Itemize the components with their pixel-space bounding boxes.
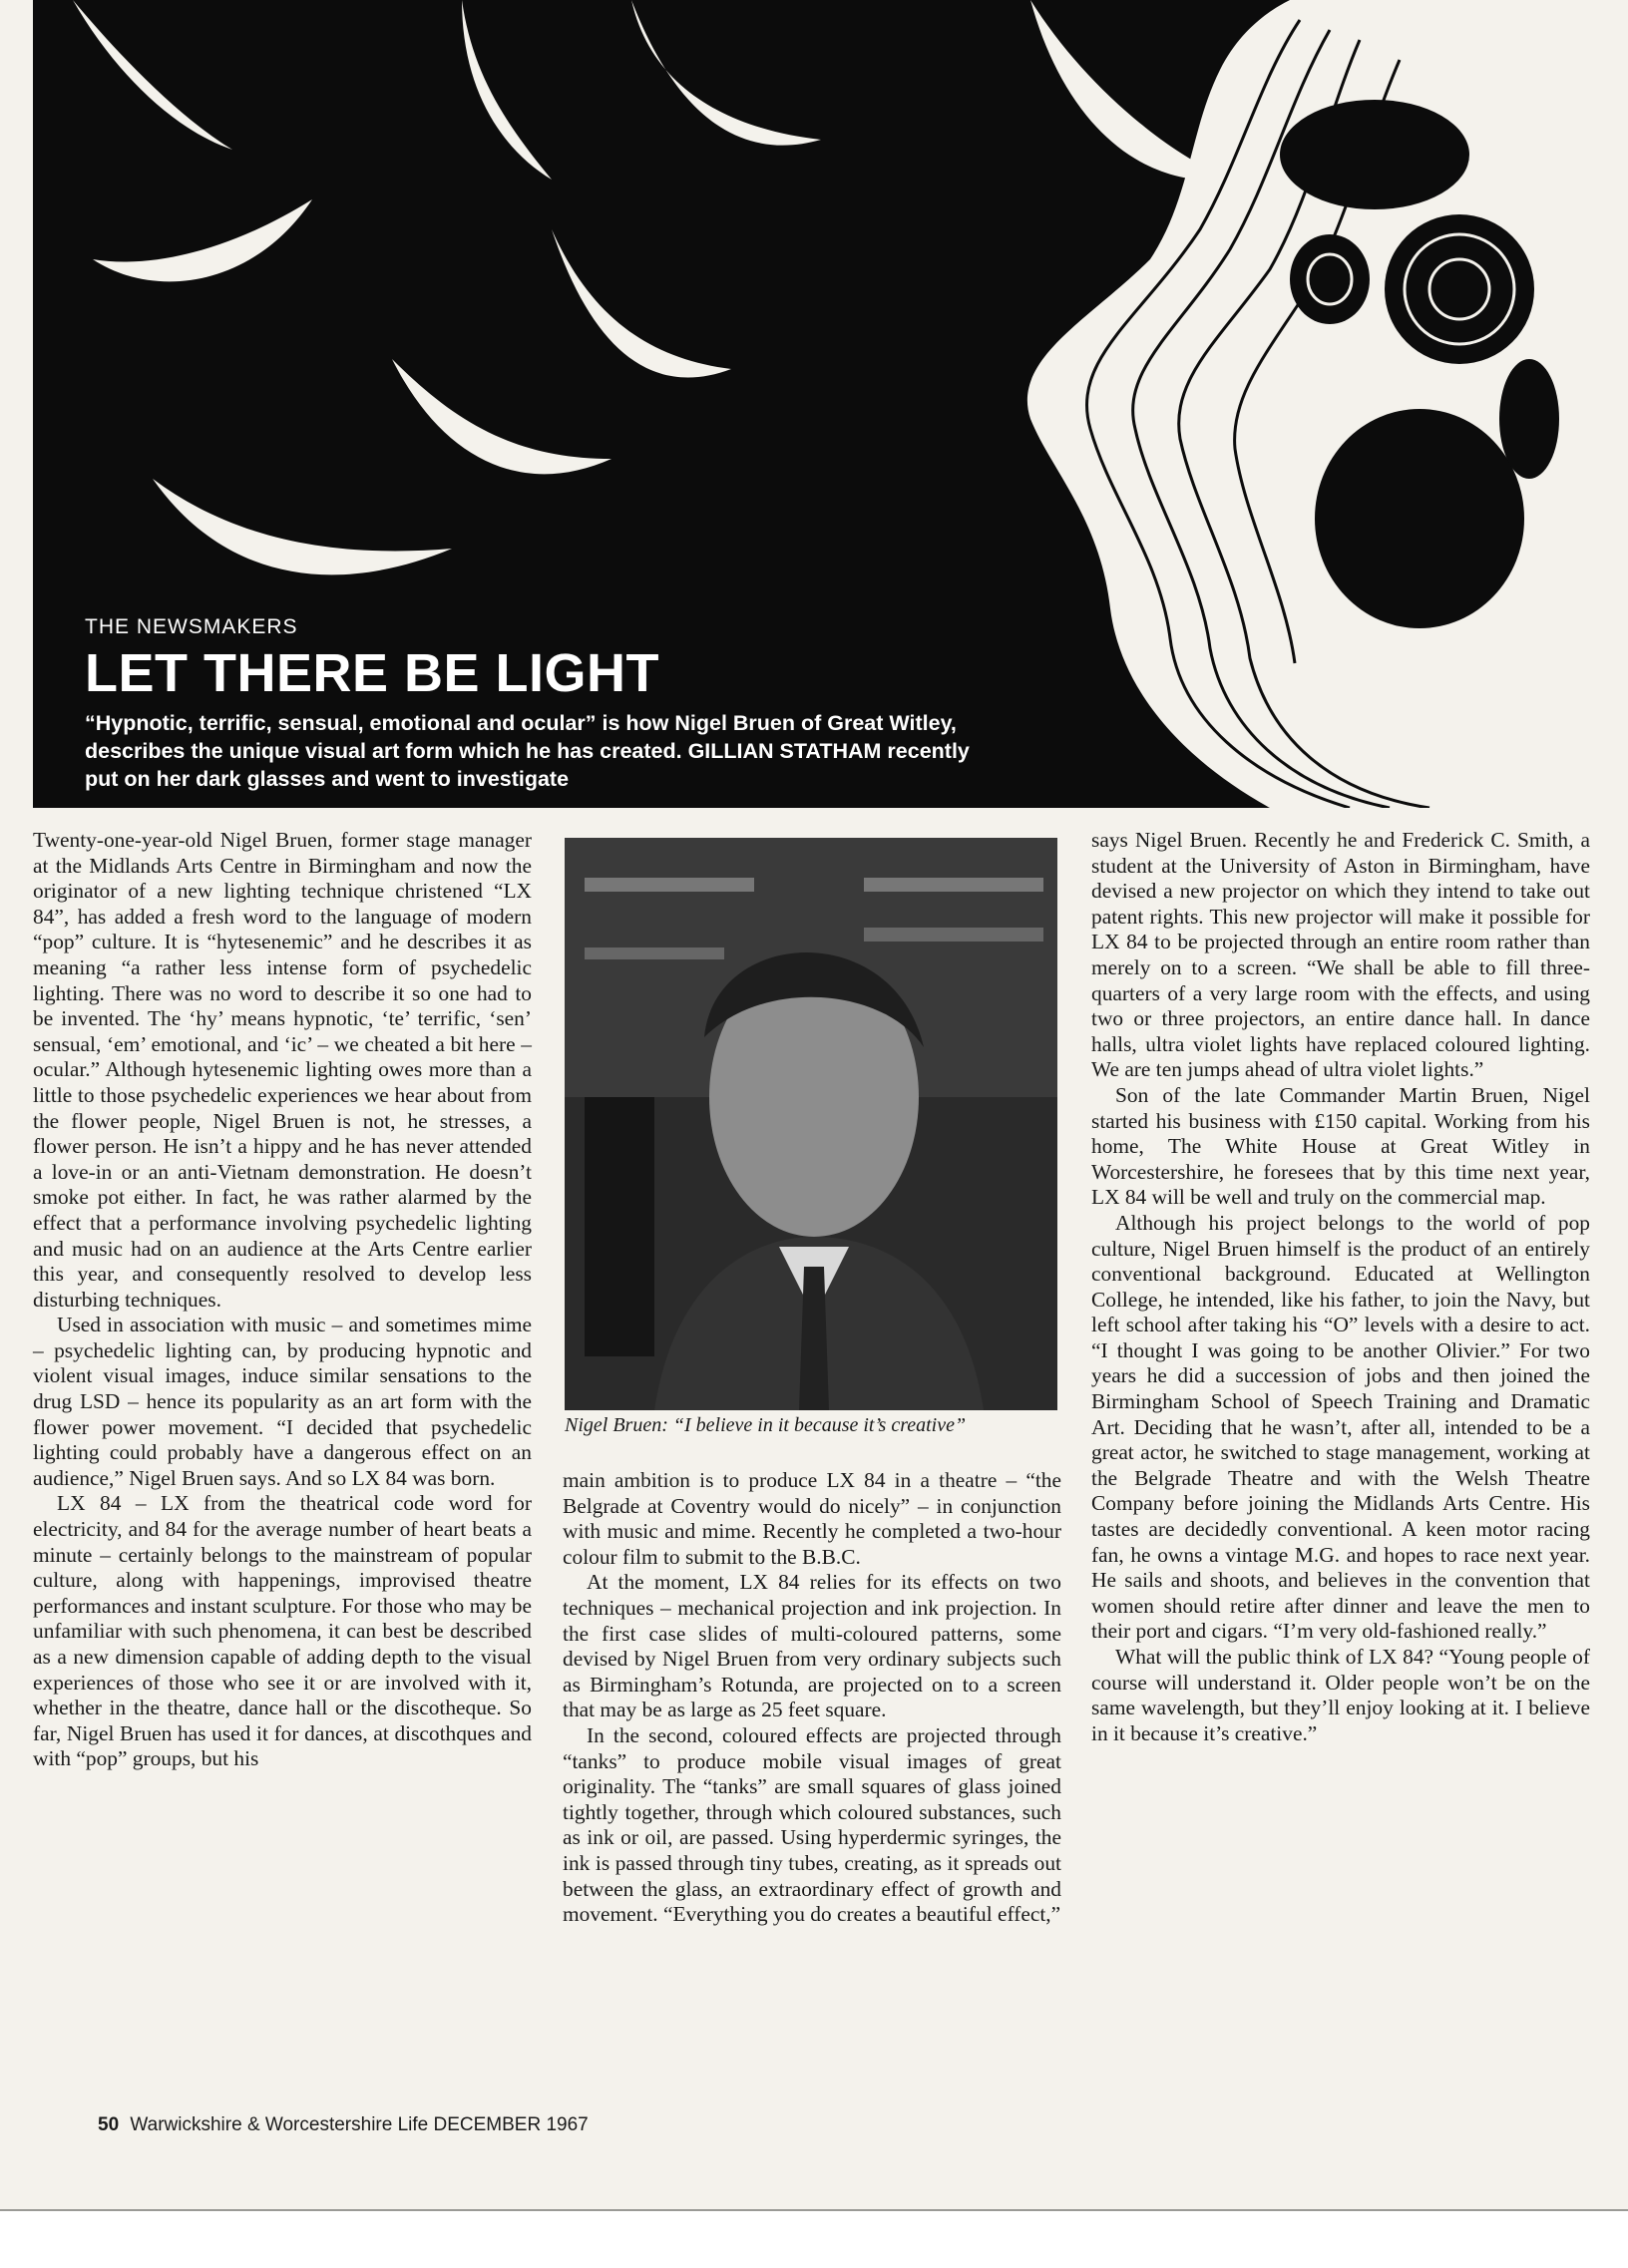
section-kicker: THE NEWSMAKERS — [85, 615, 298, 638]
paragraph: says Nigel Bruen. Recently he and Frederick C. Smith, a student at the University of Aston in Birmingham, have devised a new projector on which they intend to take out patent rights. This new projector will make it possible for LX 84 to be projected through an entire room rather than merely on to a screen. “We shall be able to fill three-quarters of a very large room with the effects, and using two or three projectors, an entire dance hall. In dance halls, ultra violet lights have replaced coloured lighting. We are ten jumps ahead of ultra violet lights.” — [1091, 828, 1590, 1082]
issue-date: DECEMBER 1967 — [433, 2114, 589, 2135]
column-3 — [1091, 828, 1590, 1746]
paragraph: Although his project belongs to the world of pop culture, Nigel Bruen himself is the product of an entirely conventional background. Educated at Wellington College, he intended, like his father, to join the Navy, but left school after taking his “O” levels with a desire to act. “I thought I was going to be another Olivier.” For two years he did a succession of jobs and then joined the Birmingham School of Speech Training and Dramatic Art. Deciding that he wasn’t, after all, intended to be a great actor, he switched to stage management, working at the Belgrade Theatre and with the Welsh Theatre Company before joining the Midlands Arts Centre. His tastes are decidedly conventional. A keen motor racing fan, he owns a vintage M.G. and hopes to race next year. He sails and shoots, and believes in the convention that women should retire after dinner and leave the men to their port and cigars. “I’m very old-fashioned really.” — [1091, 1210, 1590, 1644]
page-bottom-edge — [0, 2209, 1628, 2268]
paragraph: Son of the late Commander Martin Bruen, Nigel started his business with £150 capital. Working from his home, The White House at Great Witley in Worcestershire, he foresees that by this time next year, LX 84 will be well and truly on the commercial map. — [1091, 1082, 1590, 1210]
paragraph: At the moment, LX 84 relies for its effects on two techniques – mechanical projection and ink projection. In the first case slides of multi-coloured patterns, some devised by Nigel Bruen from very ordinary subjects such as Birmingham’s Rotunda, are projected on to a screen that may be as large as 25 feet square. — [563, 1570, 1061, 1722]
column-2 — [563, 1468, 1061, 1928]
paragraph: Twenty-one-year-old Nigel Bruen, former stage manager at the Midlands Arts Centre in Birmingham and now the originator of a new lighting technique christened “LX 84”, has added a fresh word to the language of modern “pop” culture. It is “hytesenemic” and he describes it as meaning “a rather less intense form of psychedelic lighting. There was no word to describe it so one had to be invented. The ‘hy’ means hypnotic, ‘te’ terrific, ‘sen’ sensual, ‘em’ emotional, and ‘ic’ – we cheated a bit here – ocular.” Although hytesenemic lighting owes more than a little to those psychedelic experiences we hear about from the flower people, Nigel Bruen is not, he stresses, a flower person. He isn’t a hippy and he has never attended a love-in or an anti-Vietnam demonstration. He doesn’t smoke pot either. In fact, he was rather alarmed by the effect that a performance involving psychedelic lighting and music had on an audience at the Arts Centre earlier this year, and consequently resolved to develop less disturbing techniques. — [33, 828, 532, 1312]
publication-name: Warwickshire & Worcestershire Life — [130, 2114, 429, 2135]
paragraph: In the second, coloured effects are projected through “tanks” to produce mobile visual images of great originality. The “tanks” are small squares of glass joined tightly together, through which coloured substances, such as ink or oil, are passed. Using hyperdermic syringes, the ink is passed through tiny tubes, creating, as it spreads out between the glass, an extraordinary effect of growth and movement. “Everything you do creates a beautiful effect,” — [563, 1722, 1061, 1927]
paragraph: main ambition is to produce LX 84 in a theatre – “the Belgrade at Coventry would do nicely” – in conjunction with music and mime. Recently he completed a two-hour colour film to submit to the B.B.C. — [563, 1468, 1061, 1569]
page-footer — [98, 2114, 589, 2136]
photo-caption: Nigel Bruen: “I believe in it because it’s creative” — [565, 1414, 967, 1436]
paragraph: LX 84 – LX from the theatrical code word for electricity, and 84 for the average number of heart beats a minute – certainly belongs to the mainstream of popular culture, along with happenings, improvised theatre performances and instant sculpture. For those who may be unfamiliar with such phenomena, it can best be described as a new dimension capable of adding depth to the visual experiences of those who see it or are involved with it, whether in the theatre, dance hall or the discotheque. So far, Nigel Bruen has used it for dances, at discothques and with “pop” groups, but his — [33, 1491, 532, 1771]
page-title: LET THERE BE LIGHT — [85, 643, 659, 703]
standfirst: “Hypnotic, terrific, sensual, emotional and ocular” is how Nigel Bruen of Great Witley, describes the unique visual art form which he has created. GILLIAN STATHAM recently put on her dark glasses and went to investigate — [85, 711, 970, 791]
page-number: 50 — [98, 2114, 120, 2135]
header-banner — [33, 0, 1569, 808]
column-1 — [33, 828, 532, 1772]
paragraph: Used in association with music – and sometimes mime – psychedelic lighting can, by producing hypnotic and violent visual images, induce similar sensations to the drug LSD – hence its popularity as an art form with the flower power movement. “I decided that psychedelic lighting could probably have a dangerous effect on an audience,” Nigel Bruen says. And so LX 84 was born. — [33, 1313, 532, 1490]
portrait-photo — [565, 838, 1057, 1410]
paragraph: What will the public think of LX 84? “Young people of course will understand it. Older people won’t be on the same wavelength, but they’ll enjoy looking at it. I believe in it because it’s creative.” — [1091, 1645, 1590, 1745]
